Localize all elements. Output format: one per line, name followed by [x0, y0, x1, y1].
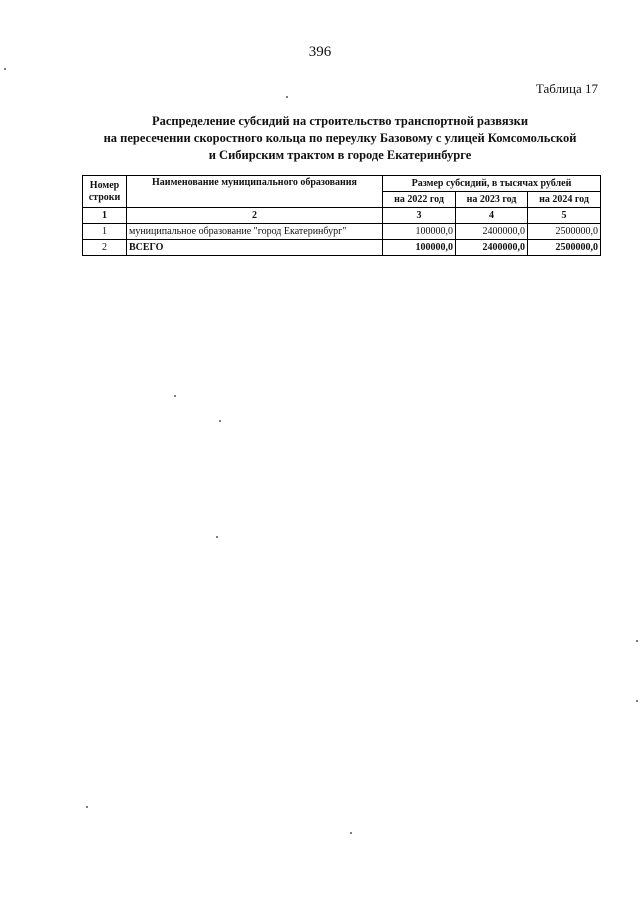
- table-row: [83, 224, 601, 240]
- header-year-2022: на 2022 год: [383, 192, 456, 208]
- column-number-3: 3: [383, 208, 456, 224]
- subsidy-2022: 100000,0: [383, 224, 456, 240]
- column-number-row: [83, 208, 601, 224]
- column-number-1: 1: [83, 208, 127, 224]
- scan-speck: [86, 806, 88, 808]
- title-line-2: на пересечении скоростного кольца по переулку Базовому с улицей Комсомольской: [103, 131, 577, 145]
- header-municipality: Наименование муниципального образования: [127, 176, 383, 208]
- header-row-number-line-2: строки: [88, 191, 121, 203]
- header-subsidy-group: Размер субсидий, в тысячах рублей: [383, 176, 601, 192]
- column-number-5: 5: [528, 208, 601, 224]
- header-row-number: [83, 176, 127, 208]
- scan-speck: [636, 640, 638, 642]
- header-row-number-line-1: Номер: [89, 179, 120, 191]
- column-number-2: 2: [127, 208, 383, 224]
- table-row-total: [83, 240, 601, 256]
- table-label: Таблица 17: [535, 81, 598, 96]
- scan-speck: [4, 68, 6, 70]
- title-line-1: Распределение субсидий на строительство транспортной развязки: [151, 114, 529, 128]
- column-number-4: 4: [456, 208, 528, 224]
- total-2023: 2400000,0: [456, 240, 528, 256]
- page-number: 396: [308, 44, 332, 60]
- subsidies-table: [82, 175, 601, 256]
- header-year-2024: на 2024 год: [528, 192, 601, 208]
- header-year-2023: на 2023 год: [456, 192, 528, 208]
- scan-speck: [350, 832, 352, 834]
- document-title: [60, 113, 620, 164]
- total-2024: 2500000,0: [528, 240, 601, 256]
- subsidy-2023: 2400000,0: [456, 224, 528, 240]
- title-line-3: и Сибирским трактом в городе Екатеринбурге: [208, 148, 472, 162]
- scan-speck: [216, 536, 218, 538]
- header-row-1: [83, 176, 601, 192]
- row-number: 1: [83, 224, 127, 240]
- total-2022: 100000,0: [383, 240, 456, 256]
- scan-speck: [636, 700, 638, 702]
- row-number: 2: [83, 240, 127, 256]
- total-label: ВСЕГО: [127, 240, 383, 256]
- scan-speck: [286, 96, 288, 98]
- scan-speck: [219, 420, 221, 422]
- subsidy-2024: 2500000,0: [528, 224, 601, 240]
- municipality-name: муниципальное образование "город Екатеринбург": [127, 224, 383, 240]
- scan-speck: [174, 395, 176, 397]
